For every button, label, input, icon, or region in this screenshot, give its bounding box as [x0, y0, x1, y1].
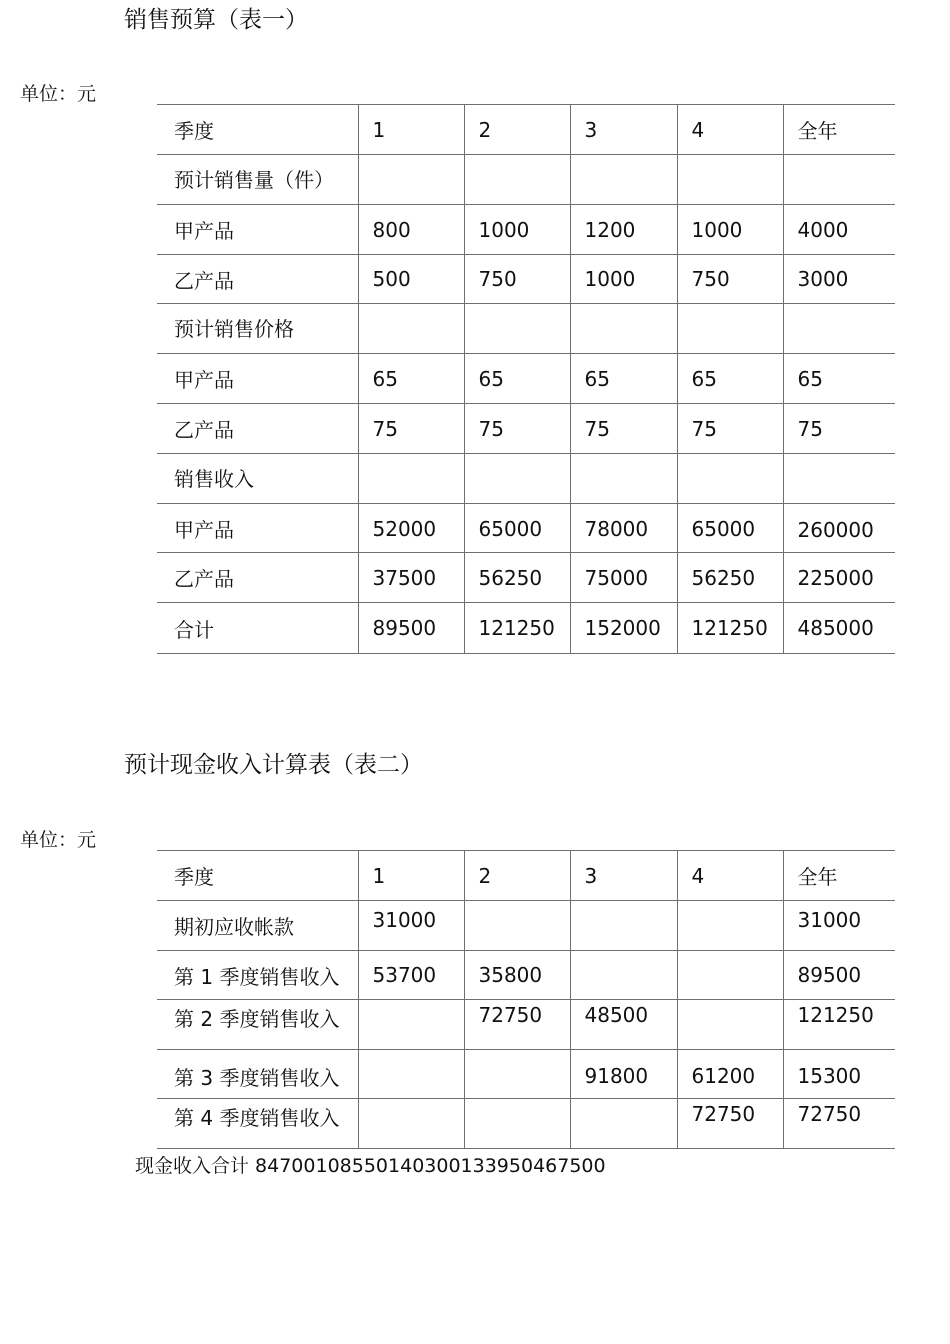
table-cell [464, 155, 570, 205]
table-row [157, 304, 895, 354]
table-cell: 75 [358, 404, 464, 454]
table-cell: 121250 [677, 603, 783, 654]
table-row [157, 155, 895, 205]
table-cell: 75 [783, 404, 895, 454]
table-cell [677, 951, 783, 1000]
table-row [157, 404, 895, 454]
table-cell: 3000 [783, 255, 895, 304]
row-label: 甲产品 [157, 205, 358, 255]
table-cell: 65000 [464, 504, 570, 553]
table-cell: 65000 [677, 504, 783, 553]
header-cell: 2 [464, 105, 570, 155]
table-cell [677, 901, 783, 951]
table-cell [677, 304, 783, 354]
table-cell [570, 1099, 677, 1149]
table-cell: 72750 [464, 1000, 570, 1050]
table-row [157, 1050, 895, 1099]
table-row [157, 205, 895, 255]
table1-title: 销售预算（表一） [124, 7, 308, 33]
row-label: 预计销售量（件） [157, 155, 358, 205]
table-cell: 56250 [677, 553, 783, 603]
table-cell [570, 951, 677, 1000]
table-cell: 35800 [464, 951, 570, 1000]
header-cell: 全年 [783, 105, 895, 155]
row-label: 第 4 季度销售收入 [157, 1099, 358, 1149]
row-label: 第 2 季度销售收入 [157, 1000, 358, 1050]
table-cell [358, 1050, 464, 1099]
table-cell: 31000 [783, 901, 895, 951]
table-cell [358, 1099, 464, 1149]
table-row [157, 504, 895, 553]
table-cell: 4000 [783, 205, 895, 255]
table-cell [677, 454, 783, 504]
table-cell: 89500 [358, 603, 464, 654]
table-cell: 75 [677, 404, 783, 454]
table-cell: 89500 [783, 951, 895, 1000]
table-cell: 800 [358, 205, 464, 255]
table-cell: 72750 [783, 1099, 895, 1149]
table-cell [677, 1000, 783, 1050]
table-header-row [157, 851, 895, 901]
table-cell: 121250 [464, 603, 570, 654]
cash-receipts-table [157, 850, 895, 1149]
table-cell: 37500 [358, 553, 464, 603]
table-cell: 61200 [677, 1050, 783, 1099]
table-cell: 78000 [570, 504, 677, 553]
table-row [157, 553, 895, 603]
table-cell [358, 304, 464, 354]
table-cell: 152000 [570, 603, 677, 654]
table-row [157, 1000, 895, 1050]
table-cell: 750 [464, 255, 570, 304]
table-cell [464, 1050, 570, 1099]
table1-unit: 单位：元 [20, 83, 97, 105]
table-cell: 1000 [464, 205, 570, 255]
table-cell: 65 [570, 354, 677, 404]
table-row [157, 255, 895, 304]
table-cell [783, 304, 895, 354]
table-cell [783, 155, 895, 205]
table-cell: 31000 [358, 901, 464, 951]
table-cell: 1000 [570, 255, 677, 304]
header-cell: 季度 [157, 851, 358, 901]
table-cell [570, 155, 677, 205]
table-cell: 75 [570, 404, 677, 454]
table-cell [464, 1099, 570, 1149]
header-cell: 4 [677, 105, 783, 155]
table-cell: 53700 [358, 951, 464, 1000]
cash-total-footer: 现金收入合计 847001085501403001339504675​00 [135, 1155, 606, 1177]
row-label: 乙产品 [157, 255, 358, 304]
table-cell: 52000 [358, 504, 464, 553]
table-cell [464, 901, 570, 951]
table-cell: 750 [677, 255, 783, 304]
table-cell: 65 [677, 354, 783, 404]
table-cell: 121250 [783, 1000, 895, 1050]
row-label: 乙产品 [157, 553, 358, 603]
header-cell: 全年 [783, 851, 895, 901]
table-cell [464, 454, 570, 504]
table-cell: 15300 [783, 1050, 895, 1099]
header-cell: 1 [358, 105, 464, 155]
table-row [157, 603, 895, 654]
table-cell: 91800 [570, 1050, 677, 1099]
header-cell: 2 [464, 851, 570, 901]
table-cell: 48500 [570, 1000, 677, 1050]
table-row [157, 951, 895, 1000]
table-header-row [157, 105, 895, 155]
table-cell: 485000 [783, 603, 895, 654]
header-cell: 1 [358, 851, 464, 901]
row-label: 销售收入 [157, 454, 358, 504]
row-label: 甲产品 [157, 354, 358, 404]
table-row [157, 1099, 895, 1149]
table-cell: 65 [783, 354, 895, 404]
table-cell: 260000 [783, 504, 895, 553]
table-cell [570, 304, 677, 354]
table-cell [783, 454, 895, 504]
table-cell: 1200 [570, 205, 677, 255]
header-cell: 4 [677, 851, 783, 901]
header-cell: 3 [570, 851, 677, 901]
row-label: 甲产品 [157, 504, 358, 553]
row-label: 乙产品 [157, 404, 358, 454]
row-label: 合计 [157, 603, 358, 654]
row-label: 第 1 季度销售收入 [157, 951, 358, 1000]
row-label: 期初应收帐款 [157, 901, 358, 951]
table-cell: 225000 [783, 553, 895, 603]
table-row [157, 901, 895, 951]
table-cell [358, 1000, 464, 1050]
table-cell [570, 454, 677, 504]
header-cell: 3 [570, 105, 677, 155]
table-cell [464, 304, 570, 354]
table-cell [570, 901, 677, 951]
table2-unit: 单位：元 [20, 829, 97, 851]
table-cell: 56250 [464, 553, 570, 603]
table-cell [358, 454, 464, 504]
table-cell: 1000 [677, 205, 783, 255]
header-cell: 季度 [157, 105, 358, 155]
table-row [157, 454, 895, 504]
row-label: 预计销售价格 [157, 304, 358, 354]
table-cell: 75 [464, 404, 570, 454]
table-cell [677, 155, 783, 205]
table2-title: 预计现金收入计算表（表二） [124, 752, 423, 778]
table-cell [358, 155, 464, 205]
table-cell: 65 [358, 354, 464, 404]
table-row [157, 354, 895, 404]
table-cell: 72750 [677, 1099, 783, 1149]
table-cell: 500 [358, 255, 464, 304]
table-cell: 65 [464, 354, 570, 404]
sales-budget-table [157, 104, 895, 654]
table-cell: 75000 [570, 553, 677, 603]
row-label: 第 3 季度销售收入 [157, 1050, 358, 1099]
